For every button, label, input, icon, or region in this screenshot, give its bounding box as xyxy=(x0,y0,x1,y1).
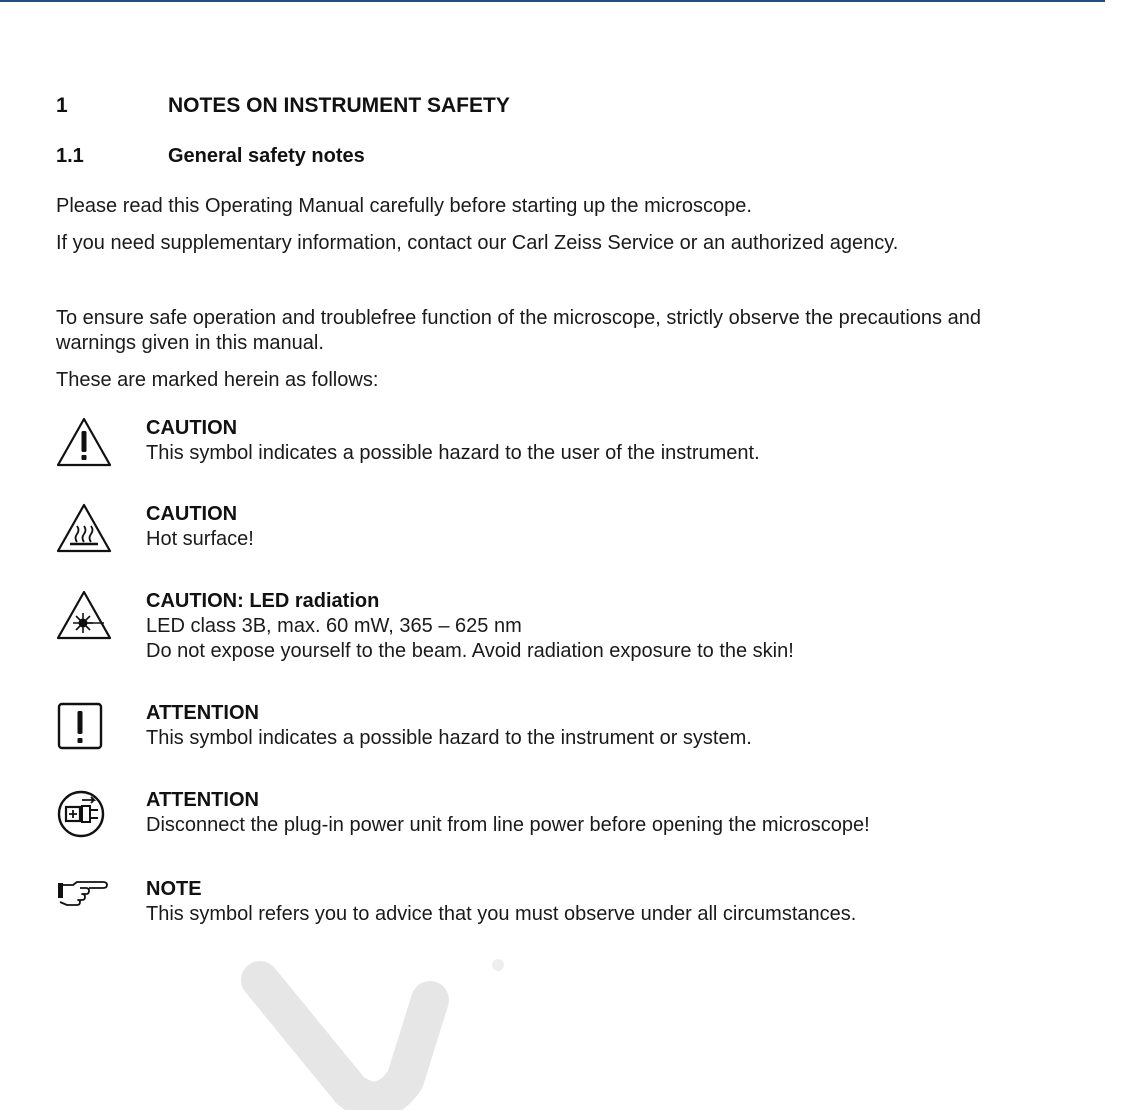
intro-paragraph-4: These are marked herein as follows: xyxy=(56,369,379,391)
notice-text: This symbol indicates a possible hazard to the instrument or system. xyxy=(146,727,752,749)
intro-paragraph-1: Please read this Operating Manual carefully before starting up the microscope. xyxy=(56,195,752,217)
section-title: NOTES ON INSTRUMENT SAFETY xyxy=(168,94,510,117)
pointing-hand-icon xyxy=(56,877,112,929)
notice-body xyxy=(146,701,1046,751)
notice-title: ATTENTION xyxy=(146,789,259,811)
notice-text: Disconnect the plug-in power unit from line power before opening the microscope! xyxy=(146,814,870,836)
intro-paragraph-3: To ensure safe operation and troublefree function of the microscope, strictly observe the precautions and warnings given in this manual. xyxy=(56,307,981,354)
subsection-title: General safety notes xyxy=(168,145,365,167)
subsection-number: 1.1 xyxy=(56,145,84,167)
notice-text: This symbol refers you to advice that you must observe under all circumstances. xyxy=(146,903,857,925)
notice-text: LED class 3B, max. 60 mW, 365 – 625 nm xyxy=(146,615,522,637)
watermark-shape xyxy=(230,940,560,1110)
notice-text: This symbol indicates a possible hazard to the user of the instrument. xyxy=(146,442,760,464)
intro-paragraph-2: If you need supplementary information, contact our Carl Zeiss Service or an authorized agency. xyxy=(56,232,899,254)
led-radiation-icon xyxy=(56,589,112,641)
notice-body xyxy=(146,788,1046,838)
notice-title: NOTE xyxy=(146,878,202,900)
notice-title: CAUTION xyxy=(146,503,238,525)
section-number: 1 xyxy=(56,94,68,117)
notice-text: Hot surface! xyxy=(146,528,254,550)
top-rule xyxy=(0,0,1105,2)
notice-body xyxy=(146,502,1046,552)
notice-body xyxy=(146,416,1046,466)
notice-text: Do not expose yourself to the beam. Avoid radiation exposure to the skin! xyxy=(146,640,794,662)
disconnect-power-icon xyxy=(56,788,112,840)
warning-triangle-icon xyxy=(56,416,112,468)
notice-title: CAUTION: LED radiation xyxy=(146,590,380,612)
notice-body xyxy=(146,877,1046,927)
notice-title: CAUTION xyxy=(146,417,238,439)
notice-body xyxy=(146,589,1046,664)
notice-title: ATTENTION xyxy=(146,702,259,724)
attention-box-icon xyxy=(56,701,112,753)
hot-surface-icon xyxy=(56,502,112,554)
